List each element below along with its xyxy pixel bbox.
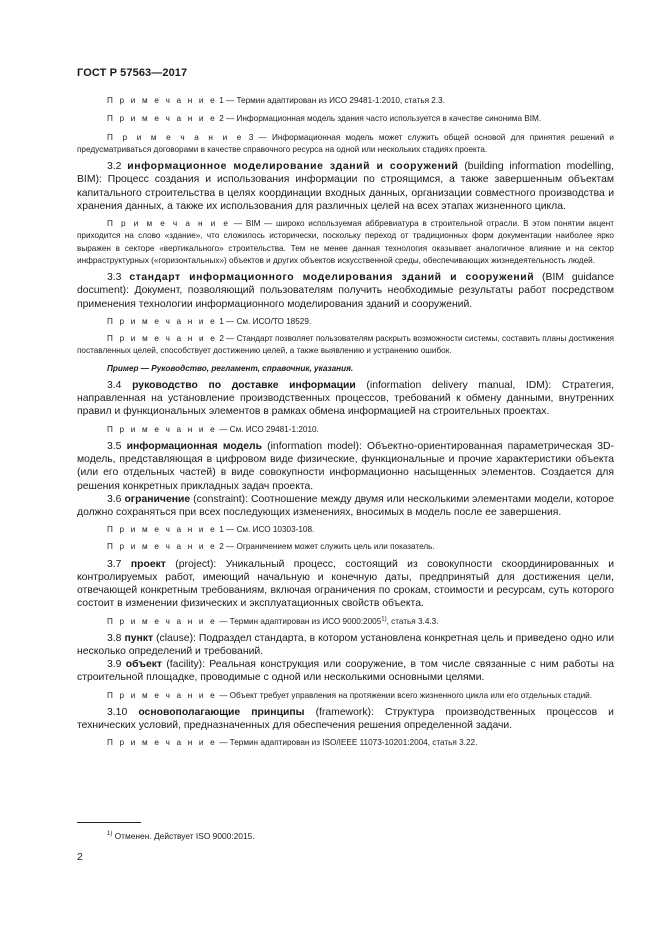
term-number: 3.4 [107,379,122,391]
term-number: 3.7 [107,558,122,570]
term-3-7 [77,558,614,611]
note-3 [77,132,614,157]
note-label: П р и м е ч а н и е [107,424,217,434]
note-label: П р и м е ч а н и е [107,334,218,344]
term-title: информационное моделирование зданий и сооружений [127,161,459,173]
term-3-2 [77,160,614,213]
term-title: пункт [124,632,154,644]
note-text: 2 — Ограничением может служить цель или показатель. [216,542,435,552]
note-text: — Термин адаптирован из ИСО 9000:2005 [216,616,382,626]
document-header: ГОСТ Р 57563—2017 [77,67,188,79]
term-3-6 [77,493,614,519]
note-11 [77,690,614,702]
term-number: 3.2 [107,161,122,173]
example: Пример — Руководство, регламент, справочник, указания. [107,363,354,373]
term-3-10 [77,706,614,732]
term-definition: (information model): Объектно-ориентированная параметрическая 3D-модель, представляющая в цифровом виде физические, функциональные и прочие характеристики объекта (или его отдельных частей) в виде совокупности информационно насыщенных элементов. Создается для решения конкретных прикладных задач проекта. [77,440,614,492]
term-3-9 [77,658,614,684]
term-definition: (framework): Структура производственных процессов и технических условий, предназначенных для обеспечения решения определенной задачи. [77,706,614,732]
page-number: 2 [77,851,83,863]
note-7 [77,424,614,436]
note-10 [77,616,614,628]
note-label: П р и м е ч а н и е [107,738,217,748]
note-text: 2 — Стандарт позволяет пользователям раскрыть возможности системы, составить планы достижения поставленных целей, способствует достижению целей, а также выявлению и устранению ошибок. [77,334,614,356]
note-text: 2 — Информационная модель здания часто используется в качестве синонима BIM. [216,114,542,124]
document-body [77,93,614,750]
note-label: П р и м е ч а н и е [107,96,217,105]
footnote-mark: 1) [107,831,113,838]
footnote-ref: 1) [381,615,387,622]
term-3-4 [77,379,614,419]
term-3-8 [77,632,614,658]
term-definition: (project): Уникальный процесс, состоящий из совокупности скоординированных и контролируемых работ, имеющий начальную и конечную даты, предпринятый для достижения цели, отвечающей конкретным требованиям, включая ограничения по срокам, стоимости и ресурсам, суть которого состоит в изменении физических и эксплуатационных свойств объекта. [77,558,614,610]
note-label: П р и м е ч а н и е [107,132,244,142]
note-label: П р и м е ч а н и е [107,316,217,326]
note-text: 1 — Термин адаптирован из ИСО 29481-1:2010, статья 2.3. [216,96,445,105]
note-12 [77,737,614,749]
term-number: 3.9 [107,659,122,671]
note-8 [77,524,614,536]
note-label: П р и м е ч а н и е [107,219,231,228]
term-title: информационная модель [126,440,262,452]
footnote-divider [77,822,141,823]
note-6 [77,333,614,358]
term-number: 3.3 [107,272,122,284]
note-2 [77,113,614,125]
term-number: 3.6 [107,493,122,505]
note-text: — См. ИСО 29481-1:2010. [216,424,319,434]
note-label: П р и м е ч а н и е [107,690,217,700]
term-title: основополагающие принципы [138,706,305,718]
note-label: П р и м е ч а н и е [107,525,217,535]
term-title: руководство по доставке информации [132,379,356,391]
term-title: объект [125,659,163,671]
footnote-text: Отменен. Действует ISO 9000:2015. [112,831,255,841]
note-5 [77,316,614,328]
note-text: 1 — См. ИСО 10303-108. [216,525,315,535]
term-title: стандарт информационного моделирования зданий и сооружений [129,272,535,284]
term-title: проект [130,558,166,570]
note-4 [77,218,614,267]
note-text: — Объект требует управления на протяжении всего жизненного цикла или его отдельных стадий. [216,690,593,700]
note-text: — Термин адаптирован из ISO/IEEE 11073-10201:2004, статья 3.22. [216,738,478,748]
note-label: П р и м е ч а н и е [107,616,217,626]
term-definition: (BIM guidance document): Документ, позволяющий пользователям получить необходимые результаты работ посредством применения технологии информационного моделирования зданий и сооружений. [77,272,615,310]
note-text: 1 — См. ИСО/ТО 18529. [216,316,312,326]
term-definition: (building information modelling, BIM): Процесс создания и использования информации по строящимся, а также завершенным объектам капитального строительства в целях координации входных данных, организации совместного производства и хранения данных, а также их использования для различных целей на всех этапах жизненного цикла. [77,161,614,212]
note-9 [77,541,614,553]
term-number: 3.8 [107,632,122,644]
term-number: 3.10 [107,706,128,718]
note-text: 3 — Информационная модель может служить общей основой для принятия решений и предусматриваться договорами в качестве справочного ресурса на одной или нескольких стадиях проекта. [77,132,615,154]
note-text: — BIM — широко используемая аббревиатура в строительной отрасли. В этом понятии акцент приходится на слово «здание», что сложилось исторически, поскольку переход от традиционных форм документации наиболее ярко выражен в секторе «вертикального» строительства. Тем не менее данная технология оказывает аналогичное влияние и на сектор инфраструктурных («горизонтальных») объектов и других объектов искусственной среды, обеспечивающих жизнедеятельность людей. [77,219,615,265]
term-title: ограничение [124,493,191,505]
note-label: П р и м е ч а н и е [107,542,217,552]
term-definition: (constraint): Соотношение между двумя или несколькими элементами модели, которое должно сохраняться при всех последующих изменениях, вносимых в модель после ее завершения. [77,493,614,518]
footnote [107,831,255,841]
term-3-5 [77,440,614,493]
term-definition: (clause): Подраздел стандарта, в котором установлена конкретная цель и приведено одно или несколько определений и требований. [77,632,614,658]
note-text-tail: , статья 3.4.3. [386,616,439,626]
note-label: П р и м е ч а н и е [107,114,217,124]
term-definition: (facility): Реальная конструкция или сооружение, в том числе связанные с ним работы на строительной площадке, проводимые с одной или несколькими основными целями. [77,659,614,684]
note-1 [77,95,614,107]
term-3-3 [77,271,614,311]
term-number: 3.5 [107,440,122,452]
term-definition: (information delivery manual, IDM): Стратегия, направленная на установление производственных процессов, требований к обмену данными, внутренних правил и функциональных элементов в рамках обмена информацией на строительных проектах. [77,379,615,418]
